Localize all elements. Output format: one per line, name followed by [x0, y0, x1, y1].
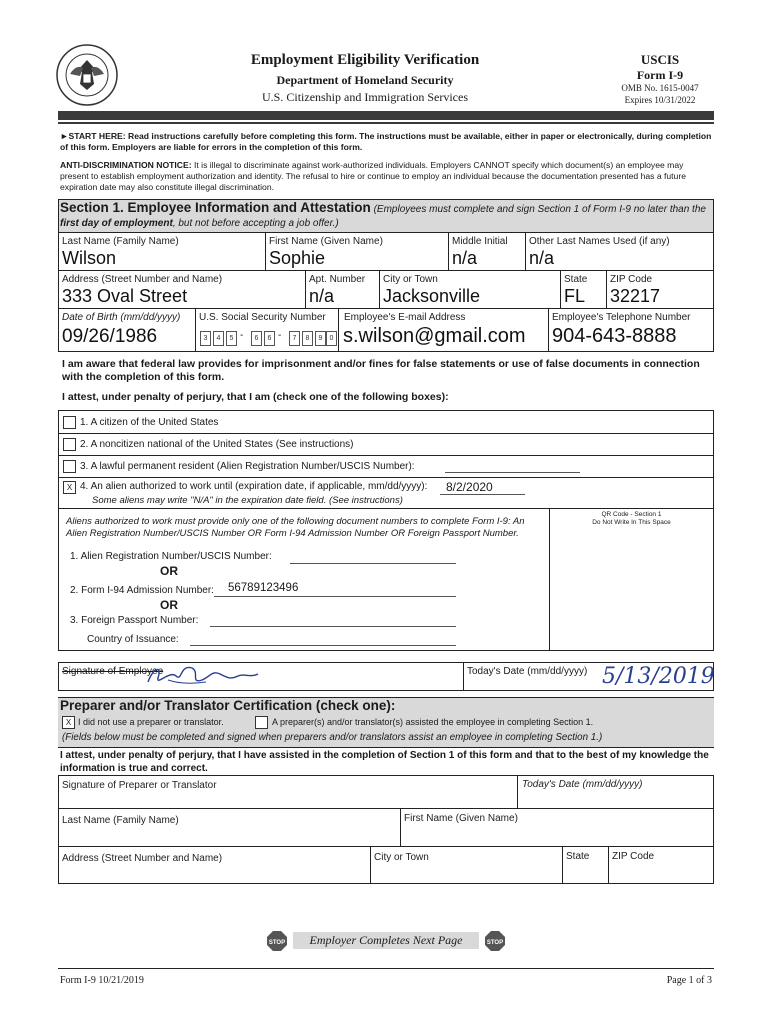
phone-field[interactable]: 904-643-8888 [552, 325, 677, 347]
passport-field[interactable] [210, 626, 456, 627]
header-bar-thin [58, 122, 714, 124]
email-label: Employee's E-mail Address [344, 312, 466, 323]
preparer-date-label: Today's Date (mm/dd/yyyy) [522, 779, 643, 790]
preparer-state-label: State [566, 851, 590, 862]
anti-label: ANTI-DISCRIMINATION NOTICE: [60, 160, 192, 170]
employer-next-page-banner: Employer Completes Next Page [293, 932, 479, 949]
i94-field[interactable]: 56789123496 [228, 582, 299, 594]
preparer-zip-label: ZIP Code [612, 851, 655, 862]
uscis-label: USCIS [640, 52, 680, 67]
anti-discrimination-notice [60, 160, 714, 193]
page-number: Page 1 of 3 [666, 975, 712, 986]
permanent-resident-number-line[interactable] [445, 472, 580, 473]
preparer-assisted-label: A preparer(s) and/or translator(s) assisted the employee in completing Section 1. [272, 717, 594, 727]
preparer-attest: I attest, under penalty of perjury, that I have assisted in the completion of Section 1 of this form and that to the best of my knowledge the information is true and correct. [60, 750, 709, 774]
phone-label: Employee's Telephone Number [552, 312, 691, 323]
address-field[interactable]: 333 Oval Street [62, 286, 188, 306]
zip-label: ZIP Code [610, 274, 653, 285]
alien-authorized-checkbox[interactable]: X [63, 481, 76, 494]
alien-number-field[interactable] [290, 563, 456, 564]
section1-note: (Employees must complete and sign Section 1 of Form I-9 no later than the [370, 204, 706, 215]
last-name-label: Last Name (Family Name) [62, 236, 179, 247]
expiration: Expires 10/31/2022 [624, 95, 696, 105]
ssn-digit[interactable]: 6 [251, 331, 262, 346]
address-label: Address (Street Number and Name) [62, 274, 223, 285]
omb-number: OMB No. 1615-0047 [621, 83, 699, 93]
other-names-label: Other Last Names Used (if any) [529, 236, 670, 247]
alien-number-label: 1. Alien Registration Number/USCIS Number: [70, 551, 272, 562]
expiration-date-field[interactable]: 8/2/2020 [446, 480, 493, 494]
ssn-label: U.S. Social Security Number [199, 312, 326, 323]
ssn-digit[interactable]: 3 [200, 331, 211, 346]
dhs-seal [56, 44, 118, 106]
state-field[interactable]: FL [564, 286, 586, 306]
email-field[interactable]: s.wilson@gmail.com [343, 325, 526, 347]
anti-text: It is illegal to discriminate against work-authorized individuals. Employers CANNOT specify which document(s) an employee may present to establish employment authorization and identity. The refusal to hire or continue to employ an individual because the documentation presented has a future expiration date may also constitute illegal discrimination. [60, 160, 686, 192]
ssn-digit[interactable]: 9 [315, 331, 326, 346]
city-label: City or Town [383, 274, 438, 285]
preparer-assisted-checkbox[interactable] [255, 716, 268, 729]
state-label: State [564, 274, 588, 285]
noncitizen-national-option-label: 2. A noncitizen national of the United States (See instructions) [80, 439, 354, 450]
qr-code-label: QR Code - Section 1 [601, 511, 662, 518]
preparer-address-label: Address (Street Number and Name) [62, 853, 223, 864]
i94-label: 2. Form I-94 Admission Number: [70, 585, 214, 596]
preparer-last-name-label: Last Name (Family Name) [62, 815, 179, 826]
form-title: Employment Eligibility Verification [250, 52, 480, 68]
ssn-digit[interactable]: 0 [326, 331, 337, 346]
preparer-signature-label: Signature of Preparer or Translator [62, 780, 217, 791]
dob-field[interactable]: 09/26/1986 [62, 326, 158, 347]
form-version: Form I-9 10/21/2019 [60, 975, 144, 986]
permanent-resident-option-label: 3. A lawful permanent resident (Alien Registration Number/USCIS Number): [80, 461, 415, 472]
other-names-field[interactable]: n/a [529, 248, 555, 268]
aware-statement: I am aware that federal law provides for imprisonment and/or fines for false statements or use of false documents in connection with the completion of this form. [62, 358, 700, 383]
ssn-dash: - [240, 330, 244, 341]
qr-code-label-2: Do Not Write In This Space [592, 519, 671, 526]
zip-field[interactable]: 32217 [610, 286, 661, 306]
aliens-note: Aliens authorized to work must provide only one of the following document numbers to complete Form I-9: An Alien Registration Number/USCIS Number OR Form I-94 Admission Number OR Foreign Passport Number. [66, 516, 525, 539]
or-1: OR [160, 564, 178, 578]
stop-icon [485, 931, 505, 951]
department-name: Department of Homeland Security [276, 73, 454, 87]
alien-authorized-option-label: 4. An alien authorized to work until (expiration date, if applicable, mm/dd/yyyy): [80, 481, 428, 492]
preparer-first-name-label: First Name (Given Name) [404, 813, 518, 824]
middle-initial-field[interactable]: n/a [452, 248, 478, 268]
preparer-city-label: City or Town [374, 852, 429, 863]
employee-signature-label: Signature of Employee [62, 666, 164, 677]
section1-title-block [60, 201, 712, 231]
ssn-digit[interactable]: 6 [264, 331, 275, 346]
section1-note2: , but not before accepting a job offer.) [172, 218, 339, 229]
apt-field[interactable]: n/a [309, 286, 335, 306]
city-field[interactable]: Jacksonville [383, 286, 481, 306]
country-label: Country of Issuance: [87, 634, 179, 645]
svg-text:STOP: STOP [268, 940, 286, 946]
citizen-checkbox[interactable] [63, 416, 76, 429]
first-name-field[interactable]: Sophie [269, 248, 326, 268]
agency-name: U.S. Citizenship and Immigration Services [262, 90, 468, 104]
or-2: OR [160, 598, 178, 612]
ssn-digit[interactable]: 5 [226, 331, 237, 346]
employee-signature[interactable] [140, 660, 280, 690]
last-name-field[interactable]: Wilson [62, 248, 117, 268]
first-name-label: First Name (Given Name) [269, 236, 383, 247]
citizen-option-label: 1. A citizen of the United States [80, 417, 219, 428]
start-here-notice: ►START HERE: Read instructions carefully before completing this form. The instructions must be available, either in paper or electronically, during completion of this form. Employers are liable for errors in the completion of this form. [60, 131, 712, 152]
no-preparer-checkbox[interactable]: X [62, 716, 75, 729]
ssn-digit[interactable]: 8 [302, 331, 313, 346]
preparer-fields-note: (Fields below must be completed and signed when preparers and/or translators assist an employee in completing Section 1.) [62, 732, 603, 743]
ssn-dash: - [278, 330, 282, 341]
country-field[interactable] [190, 645, 456, 646]
ssn-digit[interactable]: 4 [213, 331, 224, 346]
svg-text:STOP: STOP [486, 940, 504, 946]
attest-statement: I attest, under penalty of perjury, that I am (check one of the following boxes): [62, 391, 449, 403]
today-date-field[interactable]: 5/13/2019 [602, 664, 715, 689]
ssn-digit[interactable]: 7 [289, 331, 300, 346]
noncitizen-national-checkbox[interactable] [63, 438, 76, 451]
passport-label: 3. Foreign Passport Number: [70, 615, 199, 626]
no-preparer-label: I did not use a preparer or translator. [78, 717, 224, 727]
dob-label: Date of Birth (mm/dd/yyyy) [62, 312, 181, 323]
stop-icon [267, 931, 287, 951]
permanent-resident-checkbox[interactable] [63, 460, 76, 473]
middle-initial-label: Middle Initial [452, 236, 508, 247]
first-day: first day of employment [60, 218, 173, 229]
form-number: Form I-9 [636, 68, 684, 82]
today-date-label: Today's Date (mm/dd/yyyy) [467, 666, 588, 677]
apt-label: Apt. Number [309, 274, 366, 285]
preparer-title: Preparer and/or Translator Certification (check one): [60, 698, 396, 713]
na-note: Some aliens may write "N/A" in the expiration date field. (See instructions) [92, 495, 403, 506]
header-bar [58, 111, 714, 120]
section1-title: Section 1. Employee Information and Attestation [60, 200, 371, 215]
